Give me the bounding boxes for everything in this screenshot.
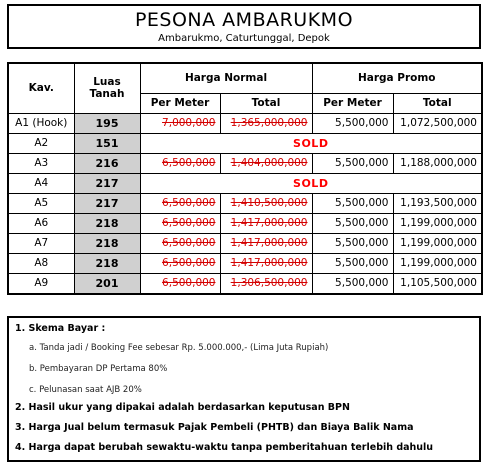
kav-cell: A1 (Hook) bbox=[8, 113, 74, 133]
struck-normal-per-meter: 7,000,000 bbox=[162, 117, 216, 129]
struck-normal-total: 1,306,500,000 bbox=[230, 277, 308, 289]
promo-total-cell: 1,188,000,000 bbox=[393, 153, 482, 173]
notes-box bbox=[7, 316, 481, 462]
note-measurement: 2. Hasil ukur yang dipakai adalah berdasarkan keputusan BPN bbox=[15, 402, 350, 413]
normal-per-meter-cell bbox=[140, 253, 220, 273]
kav-cell: A3 bbox=[8, 153, 74, 173]
struck-normal-per-meter: 6,500,000 bbox=[162, 277, 216, 289]
luas-tanah-cell: 217 bbox=[74, 193, 140, 213]
table-row bbox=[8, 253, 482, 273]
header-harga-promo: Harga Promo bbox=[312, 63, 482, 93]
normal-per-meter-cell bbox=[140, 113, 220, 133]
normal-total-cell bbox=[220, 113, 312, 133]
note-tax: 3. Harga Jual belum termasuk Pajak Pembeli (PHTB) dan Biaya Balik Nama bbox=[15, 422, 414, 433]
promo-total-cell: 1,193,500,000 bbox=[393, 193, 482, 213]
kav-cell: A9 bbox=[8, 273, 74, 294]
luas-tanah-cell: 218 bbox=[74, 233, 140, 253]
normal-per-meter-cell bbox=[140, 233, 220, 253]
table-row bbox=[8, 233, 482, 253]
luas-tanah-cell: 195 bbox=[74, 113, 140, 133]
note-payment-scheme: 1. Skema Bayar : bbox=[15, 323, 106, 334]
struck-normal-per-meter: 6,500,000 bbox=[162, 257, 216, 269]
luas-tanah-cell: 151 bbox=[74, 133, 140, 153]
table-row bbox=[8, 213, 482, 233]
struck-normal-per-meter: 6,500,000 bbox=[162, 217, 216, 229]
promo-per-meter-cell: 5,500,000 bbox=[312, 213, 393, 233]
price-table bbox=[7, 62, 483, 295]
luas-tanah-cell: 218 bbox=[74, 213, 140, 233]
promo-per-meter-cell: 5,500,000 bbox=[312, 113, 393, 133]
struck-normal-total: 1,417,000,000 bbox=[230, 257, 308, 269]
header-promo-total: Total bbox=[393, 93, 482, 113]
kav-cell: A2 bbox=[8, 133, 74, 153]
normal-total-cell bbox=[220, 273, 312, 294]
struck-normal-total: 1,417,000,000 bbox=[230, 237, 308, 249]
struck-normal-total: 1,410,500,000 bbox=[230, 197, 308, 209]
kav-cell: A6 bbox=[8, 213, 74, 233]
table-row bbox=[8, 173, 482, 193]
normal-per-meter-cell bbox=[140, 153, 220, 173]
luas-tanah-cell: 201 bbox=[74, 273, 140, 294]
struck-normal-total: 1,365,000,000 bbox=[230, 117, 308, 129]
page-title: PESONA AMBARUKMO bbox=[134, 9, 354, 31]
normal-per-meter-cell bbox=[140, 213, 220, 233]
struck-normal-per-meter: 6,500,000 bbox=[162, 197, 216, 209]
table-row bbox=[8, 113, 482, 133]
table-row bbox=[8, 273, 482, 294]
note-settlement: c. Pelunasan saat AJB 20% bbox=[29, 385, 142, 395]
luas-tanah-cell: 218 bbox=[74, 253, 140, 273]
struck-normal-total: 1,417,000,000 bbox=[230, 217, 308, 229]
sold-status: SOLD bbox=[140, 133, 482, 153]
normal-total-cell bbox=[220, 153, 312, 173]
luas-tanah-cell: 217 bbox=[74, 173, 140, 193]
promo-per-meter-cell: 5,500,000 bbox=[312, 253, 393, 273]
normal-total-cell bbox=[220, 233, 312, 253]
table-row bbox=[8, 133, 482, 153]
header-normal-per-meter: Per Meter bbox=[140, 93, 220, 113]
page-subtitle: Ambarukmo, Caturtunggal, Depok bbox=[158, 33, 330, 44]
normal-total-cell bbox=[220, 213, 312, 233]
normal-per-meter-cell bbox=[140, 273, 220, 294]
promo-per-meter-cell: 5,500,000 bbox=[312, 233, 393, 253]
header-promo-per-meter: Per Meter bbox=[312, 93, 393, 113]
header-kav: Kav. bbox=[8, 63, 74, 113]
promo-per-meter-cell: 5,500,000 bbox=[312, 193, 393, 213]
promo-total-cell: 1,199,000,000 bbox=[393, 233, 482, 253]
note-down-payment: b. Pembayaran DP Pertama 80% bbox=[29, 364, 168, 374]
promo-per-meter-cell: 5,500,000 bbox=[312, 273, 393, 294]
promo-total-cell: 1,199,000,000 bbox=[393, 213, 482, 233]
luas-tanah-cell: 216 bbox=[74, 153, 140, 173]
promo-total-cell: 1,105,500,000 bbox=[393, 273, 482, 294]
kav-cell: A8 bbox=[8, 253, 74, 273]
header-harga-normal: Harga Normal bbox=[140, 63, 312, 93]
note-booking-fee: a. Tanda jadi / Booking Fee sebesar Rp. 5.000.000,- (Lima Juta Rupiah) bbox=[29, 343, 329, 353]
note-price-change: 4. Harga dapat berubah sewaktu-waktu tanpa pemberitahuan terlebih dahulu bbox=[15, 442, 434, 453]
promo-total-cell: 1,199,000,000 bbox=[393, 253, 482, 273]
struck-normal-per-meter: 6,500,000 bbox=[162, 237, 216, 249]
table-row bbox=[8, 193, 482, 213]
table-row bbox=[8, 153, 482, 173]
kav-cell: A7 bbox=[8, 233, 74, 253]
struck-normal-per-meter: 6,500,000 bbox=[162, 157, 216, 169]
title-box bbox=[7, 4, 481, 49]
promo-total-cell: 1,072,500,000 bbox=[393, 113, 482, 133]
normal-total-cell bbox=[220, 193, 312, 213]
promo-per-meter-cell: 5,500,000 bbox=[312, 153, 393, 173]
header-normal-total: Total bbox=[220, 93, 312, 113]
kav-cell: A4 bbox=[8, 173, 74, 193]
kav-cell: A5 bbox=[8, 193, 74, 213]
struck-normal-total: 1,404,000,000 bbox=[230, 157, 308, 169]
normal-total-cell bbox=[220, 253, 312, 273]
normal-per-meter-cell bbox=[140, 193, 220, 213]
header-luas-tanah: Luas Tanah bbox=[74, 63, 140, 113]
sold-status: SOLD bbox=[140, 173, 482, 193]
